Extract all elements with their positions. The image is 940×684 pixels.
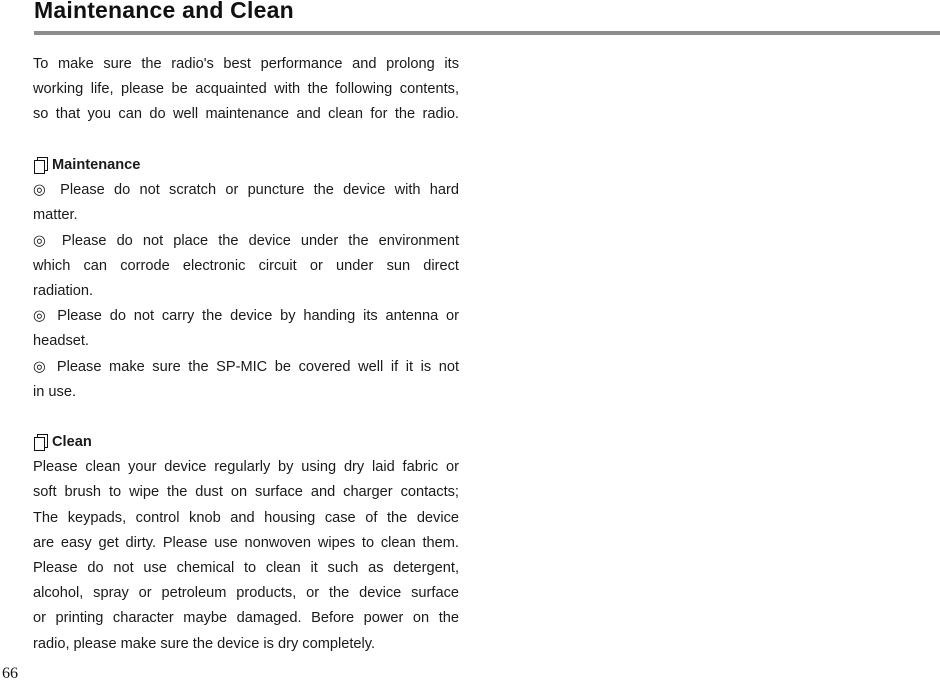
intro-line: working life, please be acquainted with the following contents, [33,81,459,98]
note-icon [34,434,49,451]
clean-heading [33,430,459,455]
maintenance-section [33,153,459,405]
maintenance-line: radiation. [33,283,94,299]
maintenance-heading [33,153,459,178]
maintenance-line: headset. [33,333,89,350]
clean-line: or printing character maybe damaged. Before power on the [33,610,459,627]
maintenance-line: ◎ Please do not scratch or puncture the device with hard [33,182,459,199]
maintenance-line: ◎ Please make sure the SP-MIC be covered well if it is not [33,358,459,375]
intro-line: so that you can do well maintenance and clean for the radio. [33,106,459,123]
title-divider [34,31,940,35]
note-icon [34,157,49,174]
page-number: 66 [2,665,18,682]
maintenance-line: matter. [33,207,78,224]
clean-line: are easy get dirty. Please use nonwoven wipes to clean them. [33,534,459,551]
clean-line: soft brush to wipe the dust on surface and charger contacts; [33,484,459,501]
page-title: Maintenance and Clean [34,0,294,23]
intro-line: To make sure the radio's best performance and prolong its [33,56,459,72]
clean-line: radio, please make sure the device is dry completely. [33,635,376,652]
intro-paragraph [33,52,459,128]
clean-line: Please clean your device regularly by using dry laid fabric or [33,459,459,476]
clean-section [33,430,459,657]
maintenance-line: which can corrode electronic circuit or under sun direct [33,257,459,274]
clean-line: The keypads, control knob and housing case of the device [33,509,459,526]
maintenance-line: in use. [33,383,76,400]
clean-line: Please do not use chemical to clean it such as detergent, [33,560,459,576]
maintenance-line: ◎ Please do not carry the device by handing its antenna or [33,308,459,325]
maintenance-line: ◎ Please do not place the device under the environment [33,232,459,249]
maintenance-heading-label: Maintenance [52,157,141,173]
clean-line: alcohol, spray or petroleum products, or the device surface [33,585,459,602]
clean-heading-label: Clean [52,434,92,450]
